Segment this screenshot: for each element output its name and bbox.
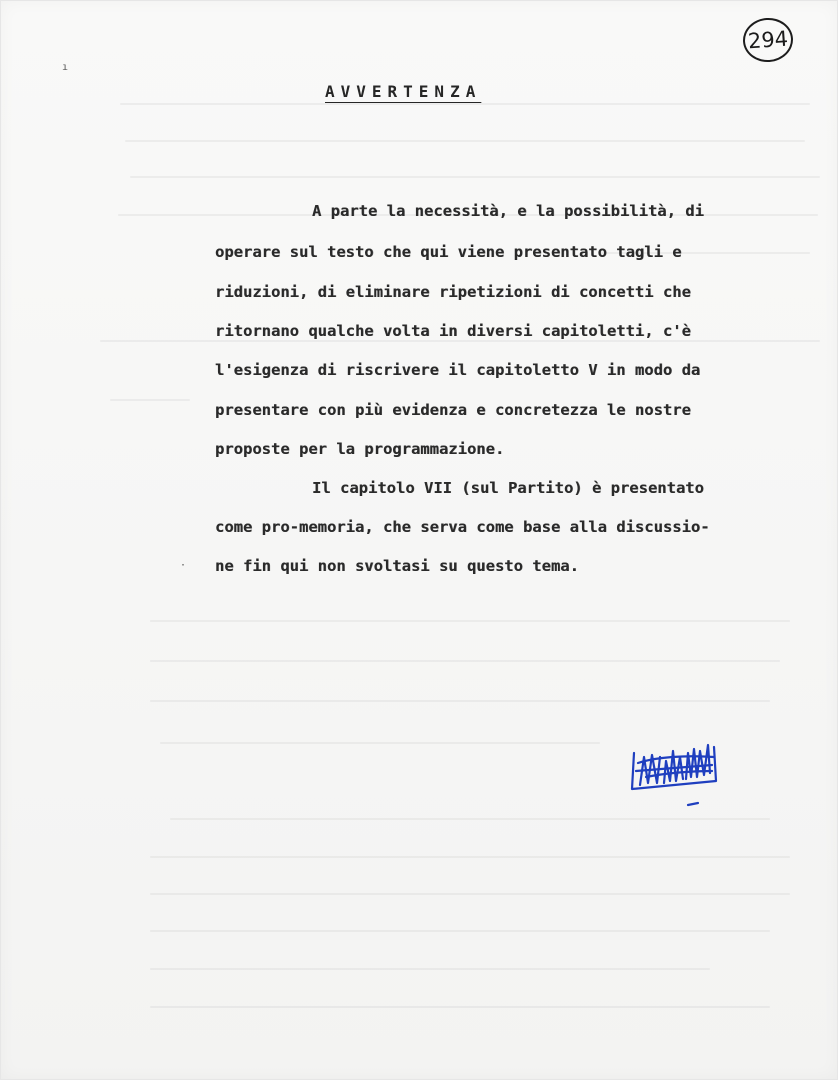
paragraph-2-line-3: ne fin qui non svoltasi su questo tema. bbox=[215, 557, 579, 575]
page-number: 294 bbox=[742, 16, 795, 63]
paragraph-1-line-7: proposte per la programmazione. bbox=[215, 440, 505, 458]
paragraph-1-line-4: ritornano qualche volta in diversi capitoletti, c'è bbox=[215, 322, 691, 340]
paper-speck: ı bbox=[62, 62, 69, 73]
paragraph-1-line-6: presentare con più evidenza e concretezza le nostre bbox=[215, 401, 691, 419]
paragraph-1-line-1: A parte la necessità, e la possibilità, di bbox=[312, 202, 704, 220]
paragraph-1-line-3: riduzioni, di eliminare ripetizioni di concetti che bbox=[215, 283, 691, 301]
paragraph-1-line-5: l'esigenza di riscrivere il capitoletto V in modo da bbox=[215, 361, 701, 379]
signature-icon bbox=[626, 727, 726, 807]
document-title: AVVERTENZA bbox=[325, 82, 482, 101]
paragraph-2-line-1: Il capitolo VII (sul Partito) è presentato bbox=[312, 479, 704, 497]
paper-speck: · bbox=[180, 560, 187, 571]
paragraph-1-line-2: operare sul testo che qui viene presentato tagli e bbox=[215, 243, 682, 261]
paragraph-2-line-2: come pro-memoria, che serva come base alla discussio- bbox=[215, 518, 710, 536]
